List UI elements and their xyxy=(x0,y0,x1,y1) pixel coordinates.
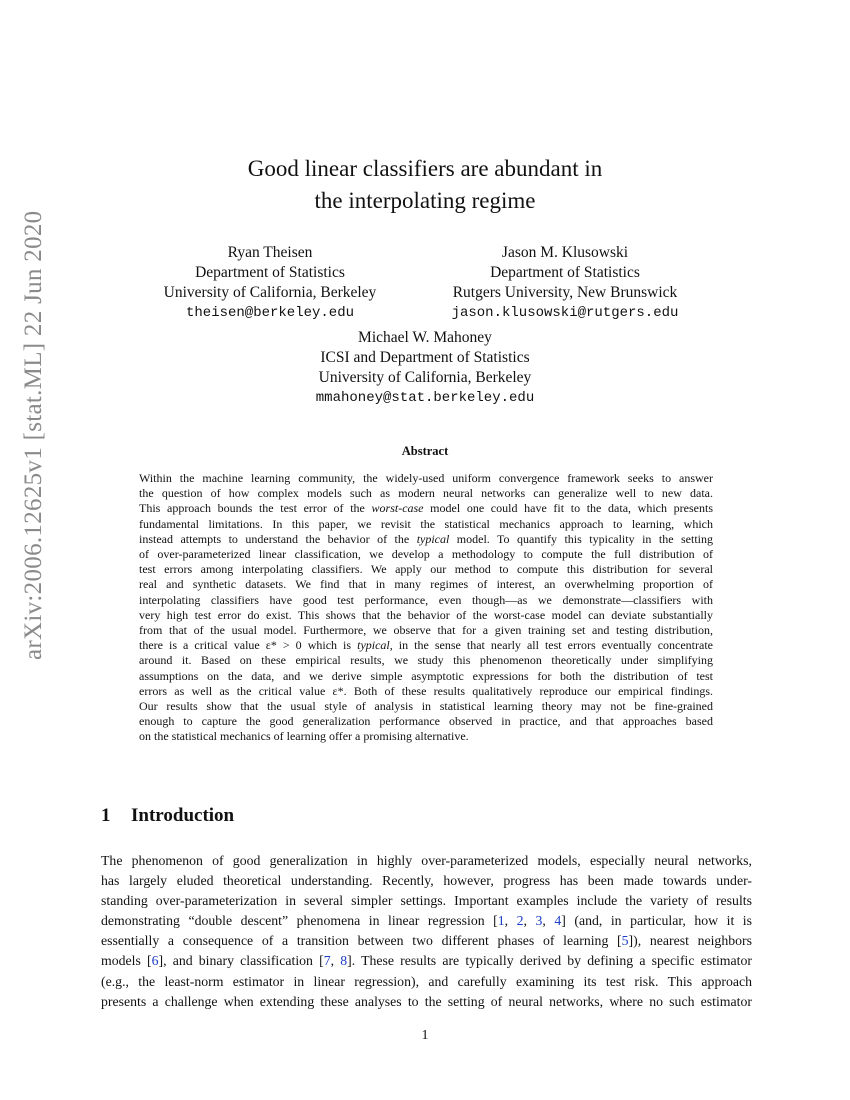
author-name: Michael W. Mahoney xyxy=(358,329,492,346)
intro-line: The phenomenon of good generalization in highly over-parameterized models, especially neural networks, xyxy=(101,853,752,868)
intro-line: demonstrating “double descent” phenomena in linear regression [1, 2, 3, 4] (and, in particular, how it is xyxy=(101,913,752,929)
abstract-body xyxy=(139,471,713,745)
abstract-line: real and synthetic datasets. We find that in many regimes of interest, an overwhelming proportion of xyxy=(139,577,713,592)
author-email[interactable]: theisen@berkeley.edu xyxy=(185,305,355,321)
abstract-line: of over-parameterized linear classification, we develop a methodology to compute the full distribution of xyxy=(139,547,713,562)
citation-link[interactable]: 6 xyxy=(151,953,159,969)
title-line: Good linear classifiers are abundant in xyxy=(247,156,603,181)
abstract-line: errors as well as the critical value ε*. Both of these results qualitatively reproduce our empirical findings. xyxy=(139,683,713,698)
abstract-line: interpolating classifiers have good test performance, even though—as we demonstrate—classifiers with xyxy=(139,592,713,607)
abstract-emphasis: typical xyxy=(357,638,390,653)
abstract-text: there is a critical value ε* > 0 which is xyxy=(139,638,358,653)
page-number: 1 xyxy=(421,1028,429,1043)
intro-text: demonstrating “double descent” phenomena in linear regression [ xyxy=(101,913,498,929)
abstract-line: around it. Based on these empirical results, we study this phenomenon theoretically under simplifying xyxy=(139,653,713,668)
intro-line: presents a challenge when extending these analyses to the setting of neural networks, where no such estimator xyxy=(101,993,752,1009)
abstract-text: model one could have fit to the data, which presents xyxy=(423,501,713,516)
intro-text: ]. These results are typically derived by defining a specific estimator xyxy=(347,953,752,969)
paper-title xyxy=(0,153,850,217)
intro-line: standing over-parameterization in several simpler settings. Important examples include the variety of results xyxy=(101,893,752,909)
abstract-line: Our results show that the usual style of analysis in statistical learning theory may not be fine-grained xyxy=(139,699,713,714)
arxiv-identifier: arXiv:2006.12625v1 [stat.ML] 22 Jun 2020 xyxy=(20,210,47,660)
intro-line xyxy=(101,931,752,951)
abstract-text: model. To quantify this typicality in the setting xyxy=(449,531,713,546)
citation-link[interactable]: 2 xyxy=(516,913,524,929)
abstract-text: , in the sense that nearly all test errors eventually concentrate xyxy=(389,638,713,653)
abstract-text: instead attempts to understand the behavior of the xyxy=(139,531,417,546)
author-block-theisen xyxy=(155,243,385,323)
citation-link[interactable]: 4 xyxy=(554,913,562,929)
abstract-line: from that of the usual model. Furthermore, we observe that for a given training set and testing distribution, xyxy=(139,623,713,638)
author-affiliation: University of California, Berkeley xyxy=(318,369,532,386)
abstract-line xyxy=(139,501,713,516)
abstract-line: enough to capture the good generalization performance observed in practice, and that approaches based xyxy=(139,714,713,729)
citation-link[interactable]: 5 xyxy=(621,933,629,949)
abstract-line: fundamental limitations. In this paper, we revisit the statistical mechanics approach to learning, which xyxy=(139,516,713,531)
citation-link[interactable]: 1 xyxy=(497,913,505,929)
author-block-klusowski xyxy=(420,243,710,323)
abstract-text: This approach bounds the test error of the xyxy=(139,501,372,516)
section-title: Introduction xyxy=(131,805,235,826)
intro-text: ], and binary classification [ xyxy=(158,953,324,969)
author-affiliation: University of California, Berkeley xyxy=(163,284,377,301)
section-heading-introduction xyxy=(101,805,234,827)
intro-text: models [ xyxy=(101,953,152,969)
title-line: the interpolating regime xyxy=(314,188,536,213)
intro-line: (e.g., the least-norm estimator in linear regression), and carefully examining its test risk. This approach xyxy=(101,973,752,989)
introduction-body xyxy=(101,851,752,1012)
author-email[interactable]: mmahoney@stat.berkeley.edu xyxy=(315,390,535,406)
abstract-line: very high test error do exist. This shows that the behavior of the worst-case model can deviate substantially xyxy=(139,607,713,622)
intro-text: ] (and, in particular, how it is xyxy=(561,913,752,929)
citation-link[interactable]: 3 xyxy=(535,913,543,929)
abstract-line: assumptions on the data, and we derive simple asymptotic expressions for both the distribution of test xyxy=(139,668,713,683)
abstract-line: Within the machine learning community, the widely-used uniform convergence framework seeks to answer xyxy=(139,471,713,485)
intro-text: essentially a consequence of a transition between two different phases of learning [ xyxy=(101,933,622,949)
author-block-mahoney xyxy=(0,328,850,408)
intro-line: has largely eluded theoretical understanding. Recently, however, progress has been made towards under- xyxy=(101,873,752,889)
abstract-line: on the statistical mechanics of learning offer a promising alternative. xyxy=(139,729,469,744)
abstract-emphasis: typical xyxy=(416,531,450,546)
author-department: Department of Statistics xyxy=(490,264,640,281)
abstract-emphasis: worst-case xyxy=(371,501,424,516)
citation-link[interactable]: 8 xyxy=(340,953,348,969)
author-email[interactable]: jason.klusowski@rutgers.edu xyxy=(451,305,679,321)
abstract-line xyxy=(139,532,713,547)
abstract-heading: Abstract xyxy=(401,444,449,458)
abstract-line xyxy=(139,638,713,653)
author-department: ICSI and Department of Statistics xyxy=(320,349,530,366)
author-name: Ryan Theisen xyxy=(227,244,313,261)
intro-text: ]), nearest neighbors xyxy=(628,933,752,949)
abstract-line: the question of how complex models such as modern neural networks can generalize well to new data. xyxy=(139,486,713,501)
intro-line: models [6], and binary classification [7, 8]. These results are typically derived by defining a specific estimator xyxy=(101,953,752,969)
citation-link[interactable]: 7 xyxy=(323,953,331,969)
author-department: Department of Statistics xyxy=(195,264,345,281)
abstract-line: test errors among interpolating classifiers. We apply our method to compute this distribution for several xyxy=(139,562,713,577)
author-name: Jason M. Klusowski xyxy=(501,244,629,261)
section-number: 1 xyxy=(101,805,111,826)
author-affiliation: Rutgers University, New Brunswick xyxy=(452,284,678,301)
